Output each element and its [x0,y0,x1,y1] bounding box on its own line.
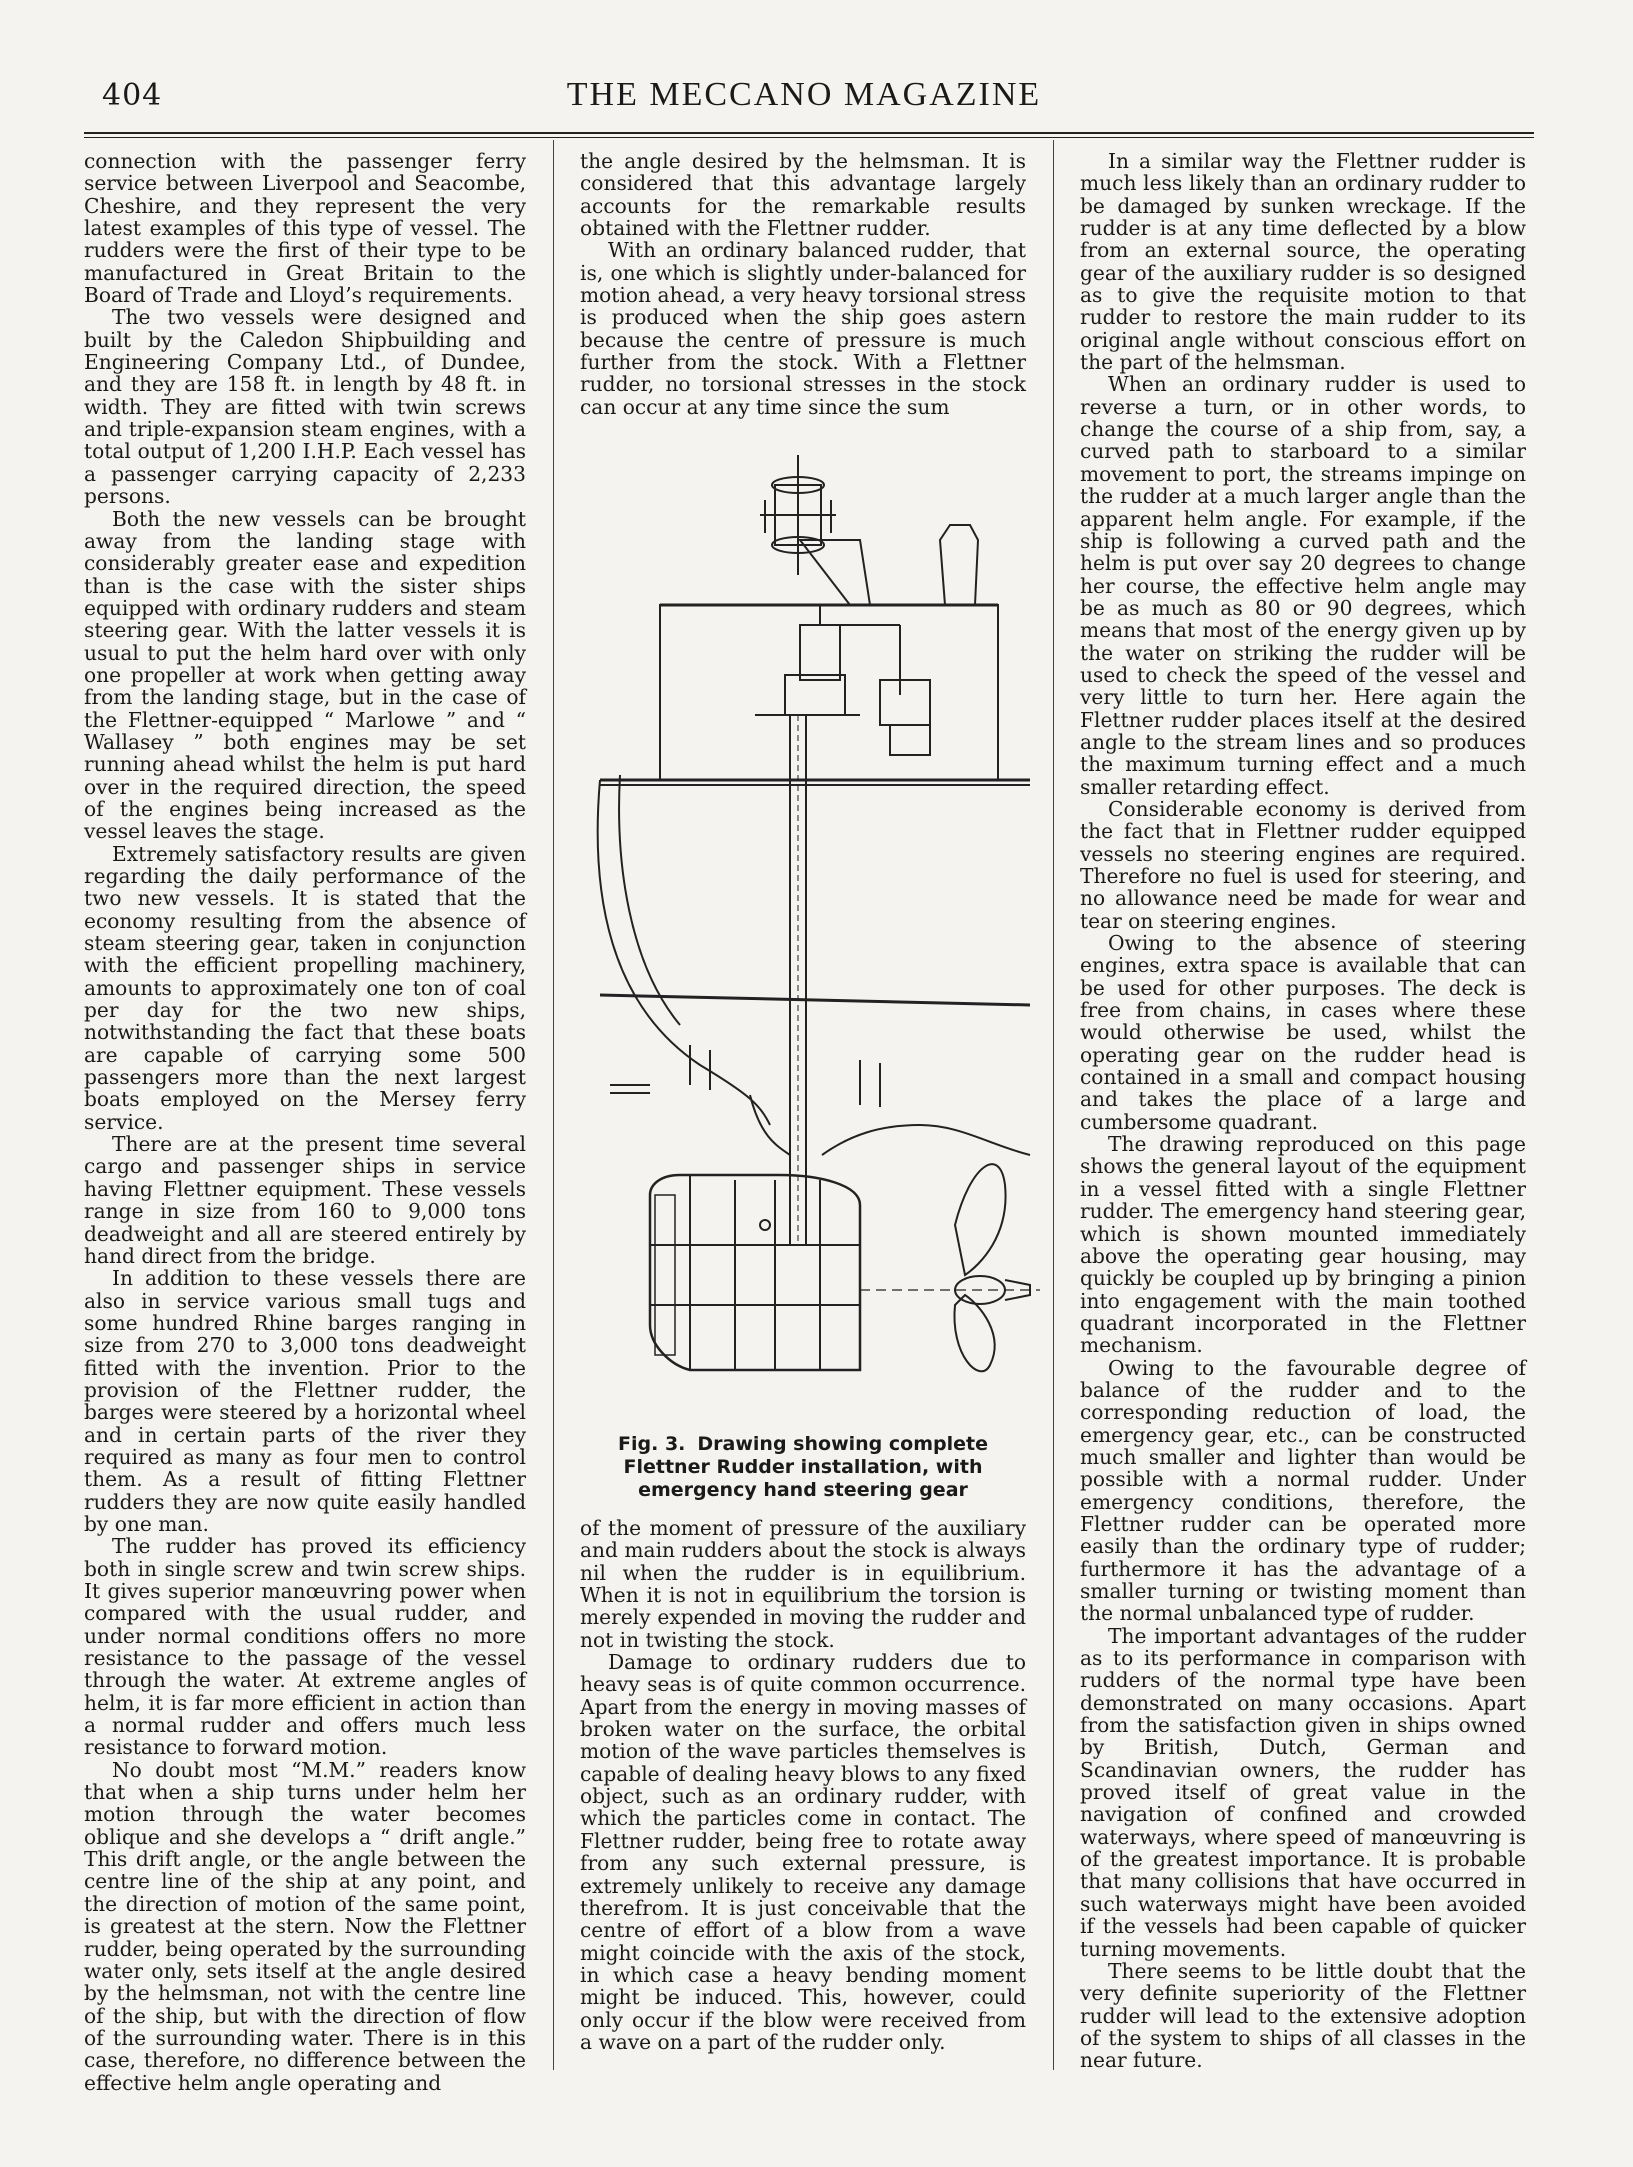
paragraph: Both the new vessels can be brought away from the landing stage with considerably greater ease and expedition than is the case with the sister ships equipped with ordinary rudders and steam steering gear. With the latter vessels it is usual to put the helm hard over with only one propeller at work when getting away from the landing stage, but in the case of the Flettner-equipped “ Marlowe ” and “ Wallasey ” both engines may be set running ahead whilst the helm is put hard over in the required direction, the speed of the engines being increased as the vessel leaves the stage. [84,506,526,844]
paragraph: In a similar way the Flettner rudder is much less likely than an ordinary rudder to be damaged by sunken wreckage. If the rudder is at any time deflected by a blow from an external source, the operating gear of the auxiliary rudder is so designed as to give the requisite motion to that rudder to restore the main rudder to its original angle without conscious effort on the part of the helmsman. [1080,149,1526,375]
paragraph: When an ordinary rudder is used to reverse a turn, or in other words, to change the course of a ship from, say, a curved path to starboard to a similar movement to port, the streams impinge on the rudder at a much larger angle than the apparent helm angle. For example, if the ship is following a curved path and the helm is put over say 20 degrees to change her course, the effective helm angle may be as much as 80 or 90 degrees, which means that most of the energy given up by the water on striking the rudder will be used to check the speed of the vessel and very little to turn her. Here again the Flettner rudder places itself at the desired angle to the stream lines and so produces the maximum turning effect and a much smaller retarding effect. [1080,372,1526,799]
page-number: 404 [102,78,163,113]
figure-caption-text: Drawing showing complete Flettner Rudder installation, with emergency hand steering gear [623,1433,988,1501]
text-column-left [84,149,526,2095]
paragraph: No doubt most “M.M.” readers know that when a ship turns under helm her motion through the water becomes oblique and she develops a “ drift angle.” This drift angle, or the angle between the centre line of the ship at any point, and the direction of motion of the same point, is greatest at the stern. Now the Flettner rudder, being operated by the surrounding water only, sets itself at the angle desired by the helmsman, not with the centre line of the ship, but with the direction of flow of the surrounding water. There is in this case, therefore, no difference between the effective helm angle operating and [84,1757,526,2095]
flettner-rudder-drawing [560,445,1060,1405]
paragraph: Damage to ordinary rudders due to heavy seas is of quite common occurrence. Apart from the energy in moving masses of broken water on the surface, the orbital motion of the wave particles themselves is capable of dealing heavy blows to any fixed object, such as an ordinary rudder, with which the particles come in contact. The Flettner rudder, being free to rotate away from any such external pressure, is extremely unlikely to receive any damage therefrom. It is just conceivable that the centre of effort of a blow from a wave might coincide with the axis of the stock, in which case a heavy bending moment might be induced. This, however, could only occur if the blow were received from a wave on a part of the rudder only. [580,1650,1026,2054]
text-column-right [1080,149,1526,2073]
figure-caption [580,1433,1026,1502]
figure-label: Fig. 3. [618,1433,686,1455]
paragraph: the angle desired by the helmsman. It is considered that this advantage largely accounts for the remarkable results obtained with the Flettner rudder. [580,149,1026,241]
paragraph: In addition to these vessels there are also in service various small tugs and some hundred Rhine barges ranging in size from 270 to 3,000 tons deadweight fitted with the invention. Prior to the provision of the Flettner rudder, the barges were steered by a horizontal wheel and in certain parts of the river they required as many as four men to control them. As a result of fitting Flettner rudders they are now quite easily handled by one man. [84,1266,526,1536]
paragraph: Considerable economy is derived from the fact that in Flettner rudder equipped vessels no steering engines are required. Therefore no fuel is used for steering, and no allowance need be made for wear and tear on steering engines. [1080,796,1526,933]
paragraph: With an ordinary balanced rudder, that is, one which is slightly under-balanced for motion ahead, a very heavy torsional stress is produced when the ship goes astern because the centre of pressure is much further from the stock. With a Flettner rudder, no torsional stresses in the stock can occur at any time since the sum [580,238,1026,419]
paragraph: of the moment of pressure of the auxiliary and main rudders about the stock is always nil when the rudder is in equilibrium. When it is not in equilibrium the torsion is merely expended in moving the rudder and not in twisting the stock. [580,1516,1026,1652]
paragraph: There seems to be little doubt that the very definite superiority of the Flettner rudder will lead to the extensive adoption of the system to ships of all classes in the near future. [1080,1958,1526,2073]
header-rule-thin [84,137,1534,138]
paragraph: The drawing reproduced on this page shows the general layout of the equipment in a vessel fitted with a single Flettner rudder. The emergency hand steering gear, which is shown mounted immediately above the operating gear housing, may quickly be coupled up by bringing a pinion into engagement with the main toothed quadrant incorporated in the Flettner mechanism. [1080,1132,1526,1358]
paragraph: Owing to the favourable degree of balance of the rudder and to the corresponding reduction of load, the emergency gear, etc., can be constructed much smaller and lighter than would be possible with a normal rudder. Under emergency conditions, therefore, the Flettner rudder can be operated more easily than the ordinary type of rudder; furthermore it has the advantage of a smaller turning or twisting moment than the normal unbalanced type of rudder. [1080,1355,1526,1626]
paragraph: Extremely satisfactory results are given regarding the daily performance of the two new vessels. It is stated that the economy resulting from the absence of steam steering gear, taken in conjunction with the efficient propelling machinery, amounts to approximately one ton of coal per day for the two new ships, notwithstanding the fact that these boats are capable of carrying some 500 passengers more than the next largest boats employed on the Mersey ferry service. [84,841,526,1134]
paragraph: There are at the present time several cargo and passenger ships in service having Flettner equipment. These vessels range in size from 160 to 9,000 tons deadweight and all are steered entirely by hand direct from the bridge. [84,1132,526,1268]
header-rule-thick [84,132,1534,134]
text-column-middle-bottom [580,1517,1026,2077]
paragraph: The two vessels were designed and built by the Caledon Shipbuilding and Engineering Company Ltd., of Dundee, and they are 158 ft. in length by 48 ft. in width. They are fitted with twin screws and triple-expansion steam engines, with a total output of 1,200 I.H.P. Each vessel has a passenger carrying capacity of 2,233 persons. [84,305,526,509]
magazine-title: THE MECCANO MAGAZINE [566,76,1042,113]
column-divider [553,140,554,2070]
text-column-middle-top [580,150,1026,420]
paragraph: The rudder has proved its efficiency both in single screw and twin screw ships. It gives superior manœuvring power when compared with the usual rudder, and under normal conditions offers no more resistance to the passage of the vessel through the water. At extreme angles of helm, it is far more efficient in action than a normal rudder and offers much less resistance to forward motion. [84,1534,526,1760]
page-header [84,72,1524,132]
paragraph: The important advantages of the rudder as to its performance in comparison with rudders of the normal type have been demonstrated on many occasions. Apart from the satisfaction given in ships owned by British, Dutch, German and Scandinavian owners, the rudder has proved itself of great value in the navigation of confined and crowded waterways, where speed of manœuvring is of the greatest importance. It is probable that many collisions that have occurred in such waterways might have been avoided if the vessels had been capable of quicker turning movements. [1080,1623,1526,1961]
paragraph: Owing to the absence of steering engines, extra space is available that can be used for other purposes. The deck is free from chains, in cases where these would otherwise be used, whilst the operating gear on the rudder head is contained in a small and compact housing and takes the place of a large and cumbersome quadrant. [1080,931,1526,1134]
paragraph: connection with the passenger ferry service between Liverpool and Seacombe, Cheshire, and they represent the very latest examples of this type of vessel. The rudders were the first of their type to be manufactured in Great Britain to the Board of Trade and Lloyd’s requirements. [84,149,526,308]
